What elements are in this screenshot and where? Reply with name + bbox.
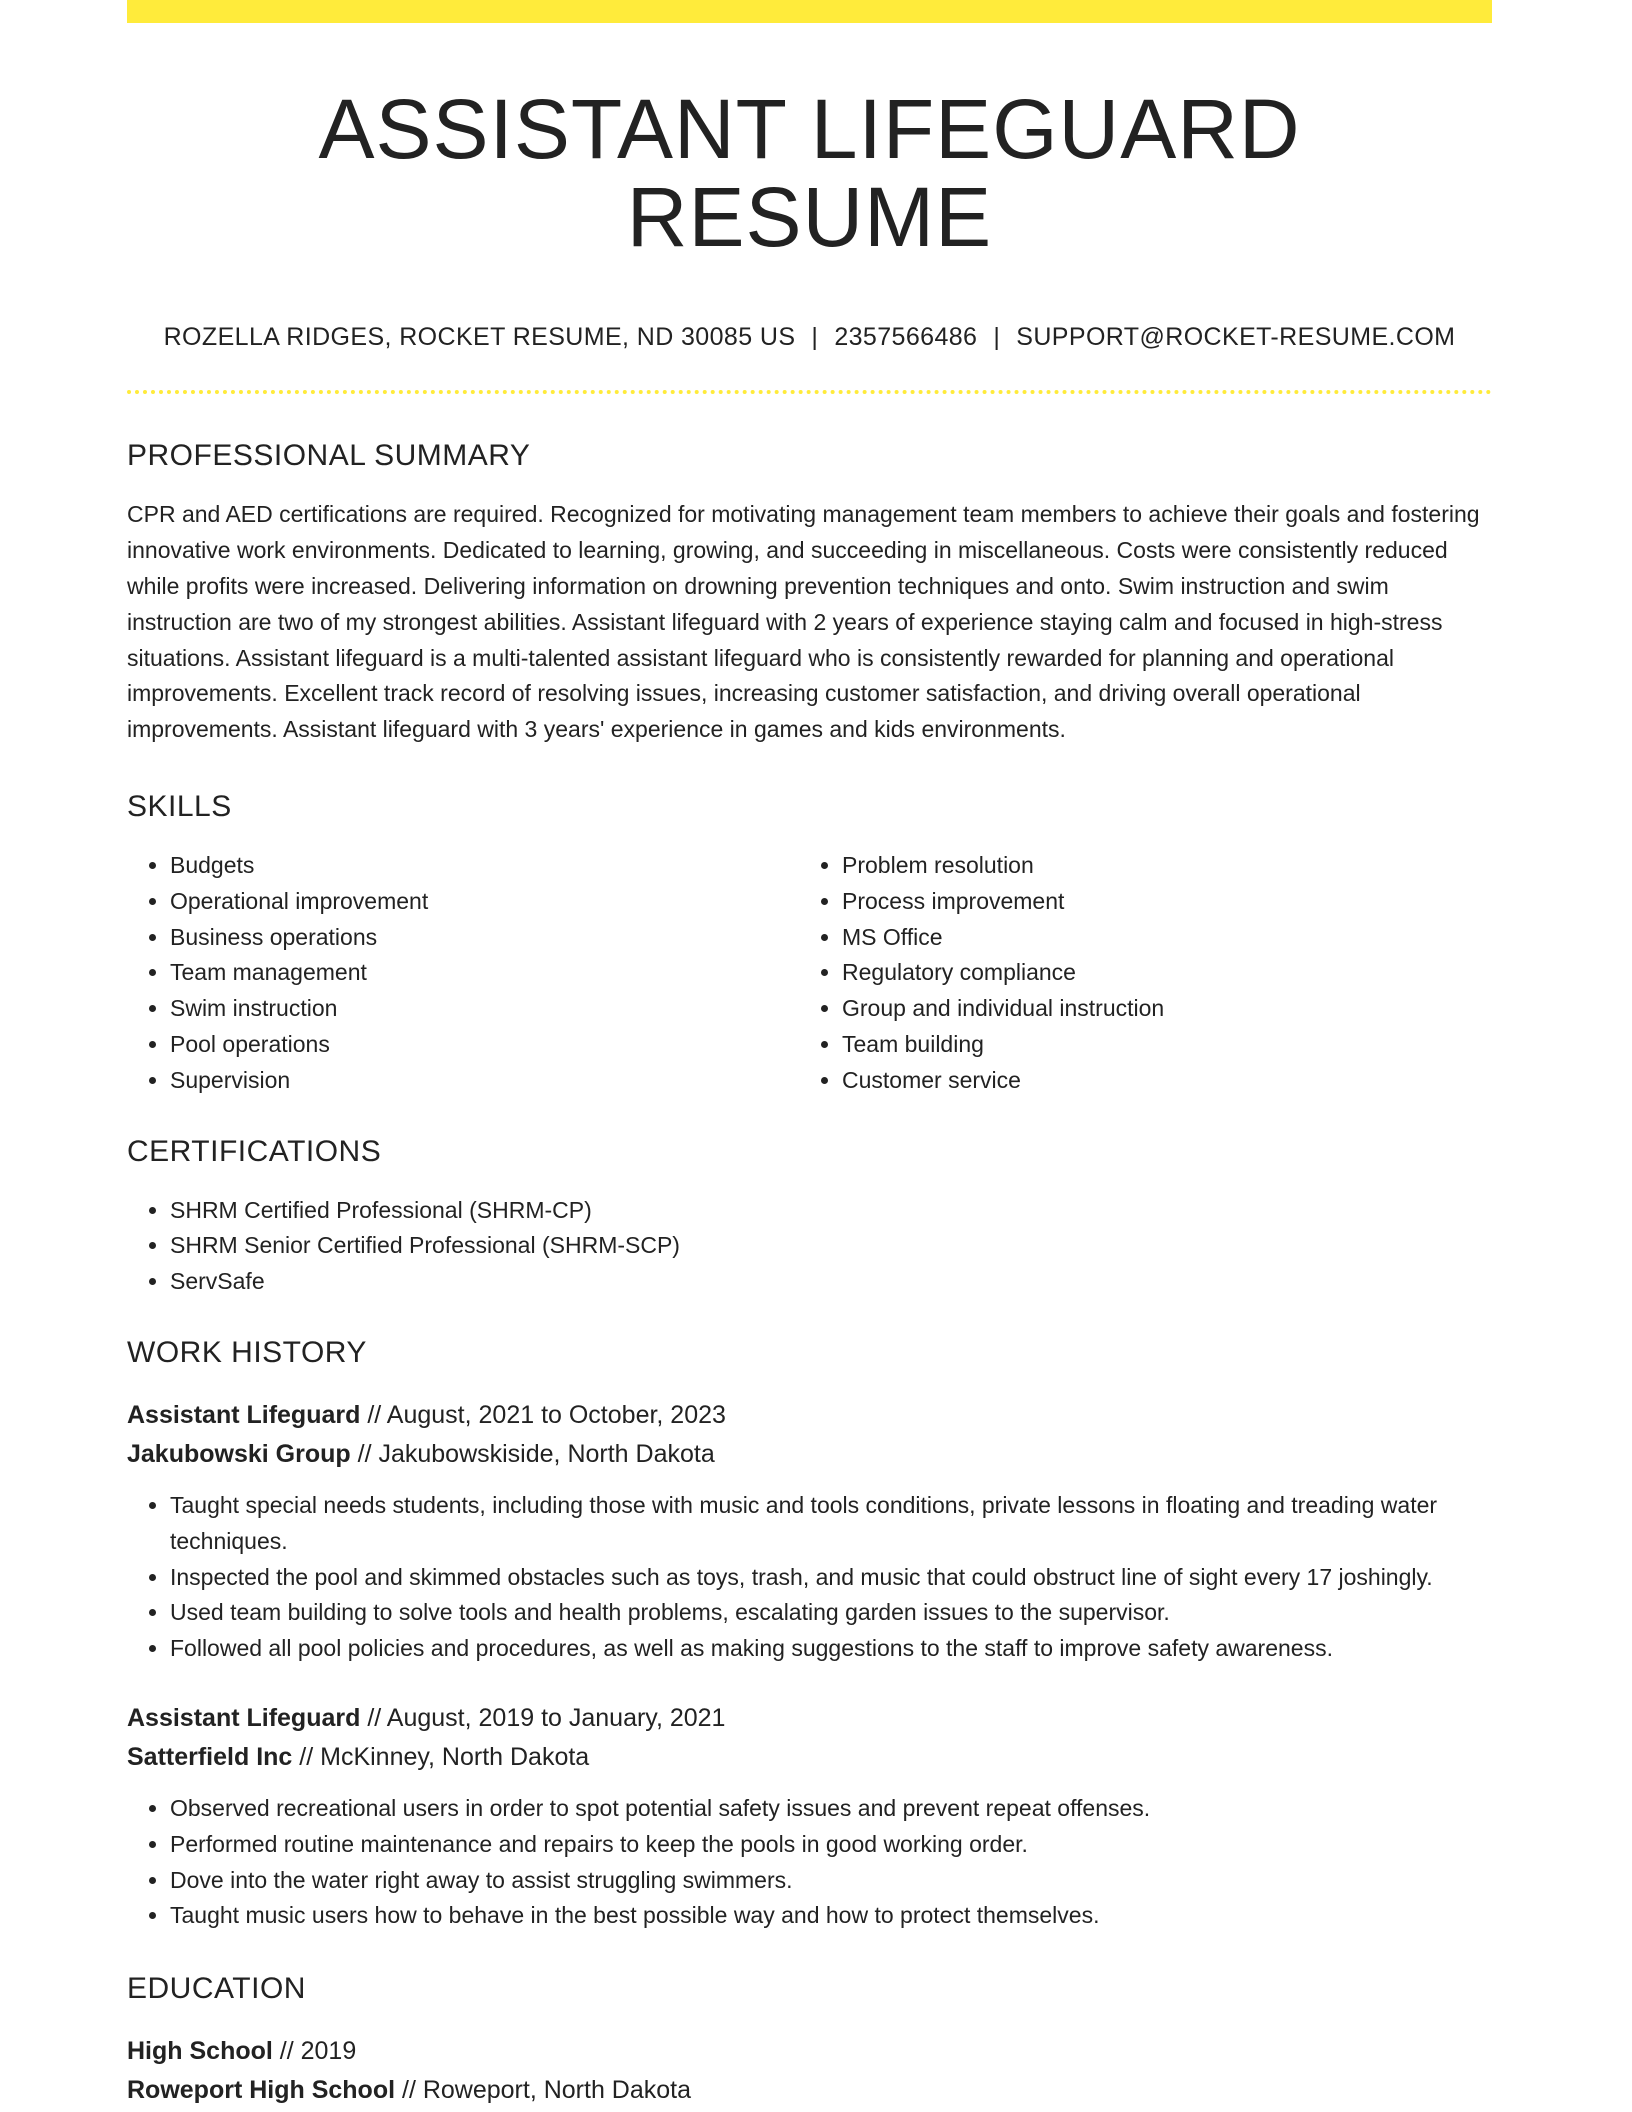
skill-item: • Problem resolution: [842, 848, 1471, 884]
resume-title: ASSISTANT LIFEGUARD RESUME: [318, 82, 1301, 265]
skill-item: • Regulatory compliance: [842, 955, 1471, 991]
job-bullet: • Taught music users how to behave in the best possible way and how to protect themselves.: [170, 1898, 1492, 1934]
skills-list-right: [799, 848, 1471, 1099]
certification-item: • SHRM Certified Professional (SHRM-CP): [170, 1193, 1492, 1229]
job-bullet-list: [127, 1488, 1492, 1667]
contact-email: SUPPORT@ROCKET-RESUME.COM: [1016, 323, 1456, 352]
job-bullet: • Taught special needs students, including those with music and tools conditions, private lessons in floating and treading water techniques.: [170, 1488, 1492, 1560]
education-year: // 2019: [279, 2037, 357, 2066]
job-location: // McKinney, North Dakota: [299, 1742, 590, 1771]
work-history-heading: WORK HISTORY: [127, 1335, 367, 1369]
contact-separator: |: [993, 323, 1001, 352]
skill-item: • Business operations: [170, 920, 799, 956]
contact-separator: |: [811, 323, 819, 352]
job-location: // Jakubowskiside, North Dakota: [357, 1439, 715, 1468]
job-bullet: • Used team building to solve tools and health problems, escalating garden issues to the supervisor.: [170, 1595, 1492, 1631]
skills-list-left: [127, 848, 799, 1099]
education-degree-line: [127, 2032, 1492, 2071]
skill-item: • Budgets: [170, 848, 799, 884]
certifications-list: [127, 1193, 1492, 1300]
job-bullet: • Performed routine maintenance and repairs to keep the pools in good working order.: [170, 1827, 1492, 1863]
contact-line: [127, 323, 1492, 352]
job-bullet: • Followed all pool policies and procedures, as well as making suggestions to the staff to improve safety awareness.: [170, 1631, 1492, 1667]
summary-text: CPR and AED certifications are required. Recognized for motivating management team members to achieve their goals and fostering innovative work environments. Dedicated to learning, growing, and succeeding in miscellaneous. Costs were consistently reduced while profits were increased. Delivering information on drowning prevention techniques and onto. Swim instruction and swim instruction are two of my strongest abilities. Assistant lifeguard with 2 years of experience staying calm and focused in high-stress situations. Assistant lifeguard is a multi-talented assistant lifeguard who is consistently rewarded for planning and operational improvements. Excellent track record of resolving issues, increasing customer satisfaction, and driving overall operational improvements. Assistant lifeguard with 3 years' experience in games and kids environments.: [127, 501, 1480, 743]
education-location: // Roweport, North Dakota: [402, 2076, 692, 2105]
job-title-line: [127, 1396, 1492, 1435]
certifications-heading: CERTIFICATIONS: [127, 1134, 382, 1168]
top-accent-bar: [127, 0, 1492, 23]
resume-page: [127, 0, 1492, 2110]
skill-item: • Group and individual instruction: [842, 991, 1471, 1027]
job-dates: // August, 2021 to October, 2023: [367, 1400, 726, 1429]
education-heading: EDUCATION: [127, 1972, 306, 2006]
skills-column-left: [127, 848, 799, 1099]
contact-phone: 2357566486: [834, 323, 978, 352]
job-company-line: [127, 1738, 1492, 1777]
job-bullet-list: [127, 1791, 1492, 1934]
skill-item: • Team building: [842, 1027, 1471, 1063]
skill-item: • Supervision: [170, 1063, 799, 1099]
dotted-divider: [127, 390, 1492, 394]
job-bullet: • Dove into the water right away to assist struggling swimmers.: [170, 1863, 1492, 1899]
education-school-line: [127, 2071, 1492, 2110]
skill-item: • Customer service: [842, 1063, 1471, 1099]
job-bullet: • Inspected the pool and skimmed obstacles such as toys, trash, and music that could obstruct line of sight every 17 joshingly.: [170, 1560, 1492, 1596]
skills-column-right: [799, 848, 1471, 1099]
job-company-line: [127, 1435, 1492, 1474]
job-title-line: [127, 1699, 1492, 1738]
job-company: Satterfield Inc: [127, 1742, 293, 1771]
skill-item: • Process improvement: [842, 884, 1471, 920]
skills-heading: SKILLS: [127, 789, 232, 823]
job-bullet: • Observed recreational users in order to spot potential safety issues and prevent repeat offenses.: [170, 1791, 1492, 1827]
skill-item: • MS Office: [842, 920, 1471, 956]
summary-heading: PROFESSIONAL SUMMARY: [127, 439, 531, 473]
job-title: Assistant Lifeguard: [127, 1703, 361, 1732]
contact-address: ROZELLA RIDGES, ROCKET RESUME, ND 30085 US: [163, 323, 796, 352]
job-dates: // August, 2019 to January, 2021: [367, 1703, 726, 1732]
education-school: Roweport High School: [127, 2076, 396, 2105]
certification-item: • SHRM Senior Certified Professional (SHRM-SCP): [170, 1228, 1492, 1264]
skill-item: • Swim instruction: [170, 991, 799, 1027]
certification-item: • ServSafe: [170, 1264, 1492, 1300]
skills-grid: [127, 848, 1492, 1099]
skill-item: • Pool operations: [170, 1027, 799, 1063]
skill-item: • Operational improvement: [170, 884, 799, 920]
job-company: Jakubowski Group: [127, 1439, 351, 1468]
skill-item: • Team management: [170, 955, 799, 991]
job-title: Assistant Lifeguard: [127, 1400, 361, 1429]
education-degree: High School: [127, 2037, 273, 2066]
